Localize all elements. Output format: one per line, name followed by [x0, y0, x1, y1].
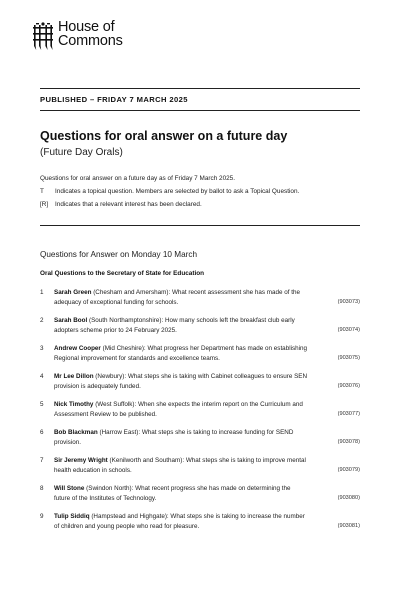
page-title: Questions for oral answer on a future day: [40, 129, 288, 143]
question-number: 8: [40, 485, 44, 492]
logo-line-2: Commons: [58, 33, 123, 49]
question-reference: (903075): [337, 355, 360, 361]
question-text-line1: What steps she is taking to increase the number: [170, 513, 305, 520]
question-number: 6: [40, 429, 44, 436]
section-heading: Questions for Answer on Monday 10 March: [40, 250, 198, 259]
house-of-commons-logo: [32, 20, 123, 50]
constituency: (West Suffolk):: [95, 401, 137, 408]
question-text-line2: health education in schools.: [54, 466, 132, 474]
logo-line-1: House of: [58, 19, 115, 35]
question-reference: (903079): [337, 467, 360, 473]
constituency: (South Northamptonshire):: [89, 317, 164, 324]
question-reference: (903076): [337, 383, 360, 389]
question-reference: (903081): [337, 523, 360, 529]
constituency: (Hampstead and Highgate):: [91, 513, 169, 520]
member-name: Sarah Green: [54, 289, 92, 296]
legend-key: [R]: [40, 201, 49, 208]
published-divider: [40, 110, 360, 111]
constituency: (Newbury):: [95, 373, 127, 380]
legend-topical: [40, 188, 299, 195]
question-reference: (903080): [337, 495, 360, 501]
page-subtitle: (Future Day Orals): [40, 147, 123, 158]
question-number: 3: [40, 345, 44, 352]
constituency: (Chesham and Amersham):: [93, 289, 171, 296]
published-date: PUBLISHED – FRIDAY 7 MARCH 2025: [40, 95, 188, 104]
question-reference: (903074): [337, 327, 360, 333]
question-number: 1: [40, 289, 44, 296]
question-text-line1: What steps she is taking to improve mental: [185, 457, 306, 464]
constituency: (Kenilworth and Southam):: [109, 457, 185, 464]
member-name: Tulip Siddiq: [54, 513, 90, 520]
member-name: Andrew Cooper: [54, 345, 101, 352]
question-text-line2: of children and young people who read for pleasure.: [54, 522, 200, 530]
legend-relevant-interest: [40, 201, 202, 208]
department-heading: Oral Questions to the Secretary of State for Education: [40, 270, 205, 277]
legend-text: Indicates that a relevant interest has been declared.: [55, 201, 202, 208]
question-reference: (903073): [337, 299, 360, 305]
member-name: Will Stone: [54, 485, 85, 492]
question-text-line2: adequacy of exceptional funding for schools.: [54, 298, 179, 306]
member-name: Mr Lee Dillon: [54, 373, 94, 380]
member-name: Bob Blackman: [54, 429, 98, 436]
member-name: Nick Timothy: [54, 401, 94, 408]
question-number: 9: [40, 513, 44, 520]
member-name: Sir Jeremy Wright: [54, 457, 108, 464]
legend-key: T: [40, 188, 44, 195]
question-text-line1: What steps she is taking with Cabinet colleagues to ensure SEN: [127, 373, 308, 380]
question-number: 7: [40, 457, 44, 464]
question-reference: (903078): [337, 439, 360, 445]
question-reference: (903077): [337, 411, 360, 417]
question-text-line2: Regional improvement for standards and excellence teams.: [54, 354, 220, 362]
section-divider: [40, 225, 360, 226]
legend-text: Indicates a topical question. Members are selected by ballot to ask a Topical Question.: [55, 188, 300, 195]
question-text-line2: provision.: [54, 438, 81, 446]
portcullis-icon: [32, 22, 54, 50]
question-text-line1: What recent assessment she has made of the: [171, 289, 301, 296]
question-number: 2: [40, 317, 44, 324]
constituency: (Swindon North):: [86, 485, 134, 492]
question-text-line2: provision is adequately funded.: [54, 382, 141, 390]
question-number: 5: [40, 401, 44, 408]
question-text-line2: Assessment Review to be published.: [54, 410, 157, 418]
question-text-line1: How many schools left the breakfast club early: [164, 317, 295, 324]
question-number: 4: [40, 373, 44, 380]
constituency: (Harrow East):: [99, 429, 141, 436]
question-text-line1: What recent progress she has made on determining the: [135, 485, 291, 492]
intro-text: Questions for oral answer on a future day as of Friday 7 March 2025.: [40, 175, 236, 182]
question-text-line1: What steps she is taking to increase funding for SEND: [141, 429, 294, 436]
question-text-line2: adopters scheme prior to 24 February 2025.: [54, 326, 177, 334]
question-text-line1: What progress her Department has made on establishing: [147, 345, 308, 352]
constituency: (Mid Cheshire):: [102, 345, 146, 352]
question-text-line1: When she expects the interim report on the Curriculum and: [138, 401, 303, 408]
top-divider: [40, 88, 360, 89]
question-text-line2: future of the Institutes of Technology.: [54, 494, 157, 502]
member-name: Sarah Bool: [54, 317, 88, 324]
